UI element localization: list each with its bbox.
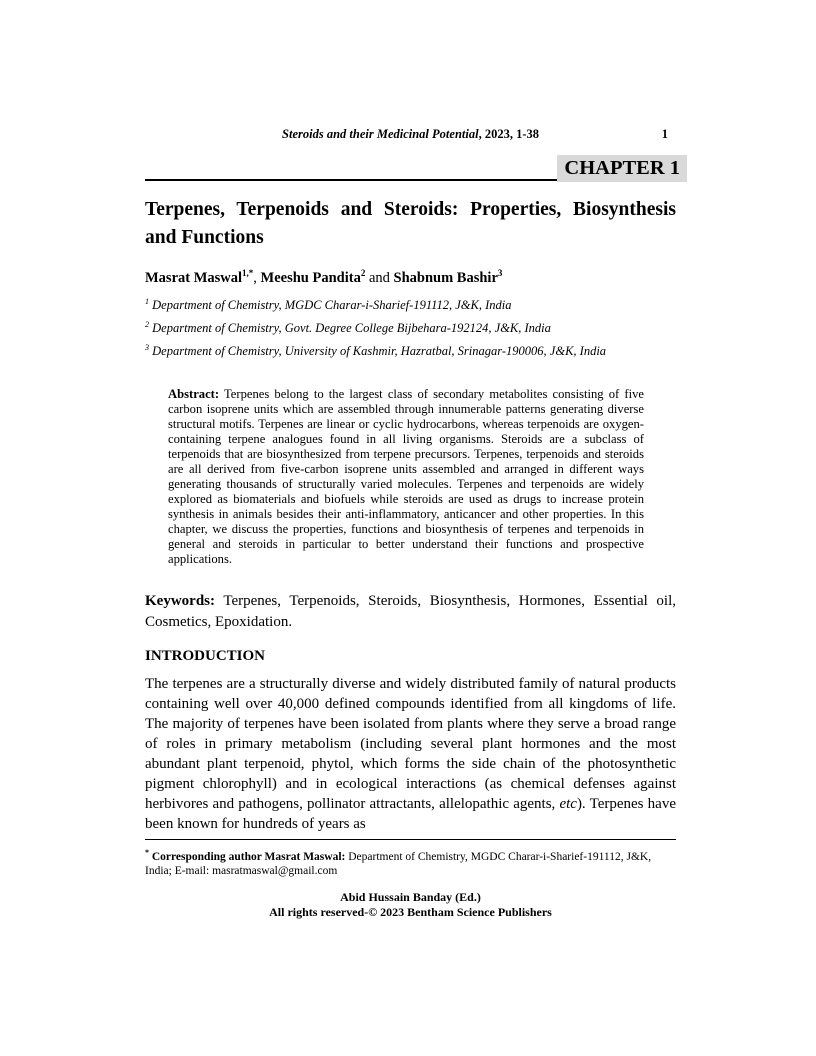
introduction-paragraph-part1: The terpenes are a structurally diverse and widely distributed family of natural products containing well over 40,000 defined compounds identified from all kingdoms of life. The majority of terpenes have been isolated from plants where they serve a broad range of roles in primary metabolism (including several plant hormones and the most abundant plant terpenoid, phytol, which forms the side chain of the photosynthetic pigment chlorophyll) and in ecological interactions (as chemical defenses against herbivores and pathogens, pollinator attractants, allelopathic agents, <box>145 676 676 813</box>
running-header <box>145 127 676 142</box>
author-conjunction: and <box>365 269 394 286</box>
author-2: Meeshu Pandita$^2$ <box>260 268 366 286</box>
chapter-banner: CHAPTER 1 <box>557 155 687 182</box>
affiliation-3-superscript: 3 <box>145 343 149 353</box>
author-separator: , <box>253 269 261 286</box>
affiliation-1 <box>145 292 676 315</box>
author-1: Masrat Maswal$^{1,*}$ <box>145 268 254 286</box>
author-1-superscript: 1,* <box>242 268 254 278</box>
corresponding-author-footnote <box>145 839 676 878</box>
rights-line: All rights reserved-© 2023 Bentham Science Publishers <box>269 905 552 920</box>
author-3-superscript: 3 <box>497 268 503 278</box>
publisher-footer <box>145 890 676 920</box>
footnote-bold-label: Corresponding author Masrat Maswal: <box>149 851 346 864</box>
introduction-paragraph-etc: etc <box>559 796 577 813</box>
header-rule <box>145 155 680 181</box>
affiliations <box>145 292 676 361</box>
journal-title-italic: Steroids and their Medicinal Potential <box>282 127 479 141</box>
abstract <box>168 387 644 567</box>
introduction-paragraph <box>145 674 676 834</box>
affiliation-2-superscript: 2 <box>145 319 149 329</box>
affiliation-1-superscript: 1 <box>145 296 149 306</box>
author-2-superscript: 2 <box>360 268 366 278</box>
editor-line: Abid Hussain Banday (Ed.) <box>340 890 481 905</box>
keywords-label: Keywords: <box>145 593 215 610</box>
keywords <box>145 591 676 633</box>
abstract-text: Terpenes belong to the largest class of secondary metabolites consisting of five carbon isoprene units which are assembled through innumerable patterns generating diverse structural motifs. Terpenes are linear or cyclic hydrocarbons, whereas terpenoids are oxygen-containing terpene analogues found in all living organisms. Steroids are a subclass of terpenoids that are biosynthesized from terpene precursors. Terpenes, terpenoids and steroids are all derived from five-carbon isoprene units assembled and arranged in different ways generating thousands of structurally varied molecules. Terpenes and terpenoids are widely explored as biomaterials and biofuels while steroids are used as drugs to increase protein synthesis in animals besides their anti-inflammatory, anticancer and other properties. In this chapter, we discuss the properties, functions and biosynthesis of terpenes and terpenoids in general and steroids in particular to better understand their functions and prospective applications. <box>168 387 644 567</box>
author-line <box>145 264 676 287</box>
chapter-title: Terpenes, Terpenoids and Steroids: Properties, Biosynthesis and Functions <box>145 199 676 248</box>
affiliation-1-text: Department of Chemistry, MGDC Charar-i-Sharief-191112, J&K, India <box>149 297 512 312</box>
abstract-label: Abstract: <box>168 387 220 402</box>
journal-title <box>282 127 539 141</box>
footnote-text: Department of Chemistry, MGDC Charar-i-Sharief-191112, J&K, India; E-mail: masratmaswal@gmail.com <box>145 851 652 878</box>
page-number: 1 <box>661 127 668 141</box>
journal-title-suffix: , 2023, 1-38 <box>478 127 539 141</box>
footnote-asterisk: * <box>145 848 149 858</box>
affiliation-3 <box>145 338 676 361</box>
affiliation-2-text: Department of Chemistry, Govt. Degree College Bijbehara-192124, J&K, India <box>149 321 551 336</box>
introduction-paragraph-part2: ). Terpenes have been known for hundreds of years as <box>145 796 676 833</box>
author-3: Shabnum Bashir$^3$ <box>393 268 503 286</box>
affiliation-3-text: Department of Chemistry, University of Kashmir, Hazratbal, Srinagar-190006, J&K, India <box>149 344 607 359</box>
keywords-text: Terpenes, Terpenoids, Steroids, Biosynthesis, Hormones, Essential oil, Cosmetics, Epoxidation. <box>145 593 676 631</box>
affiliation-2 <box>145 315 676 338</box>
content-column <box>145 0 680 920</box>
section-heading-introduction: INTRODUCTION <box>145 648 266 665</box>
